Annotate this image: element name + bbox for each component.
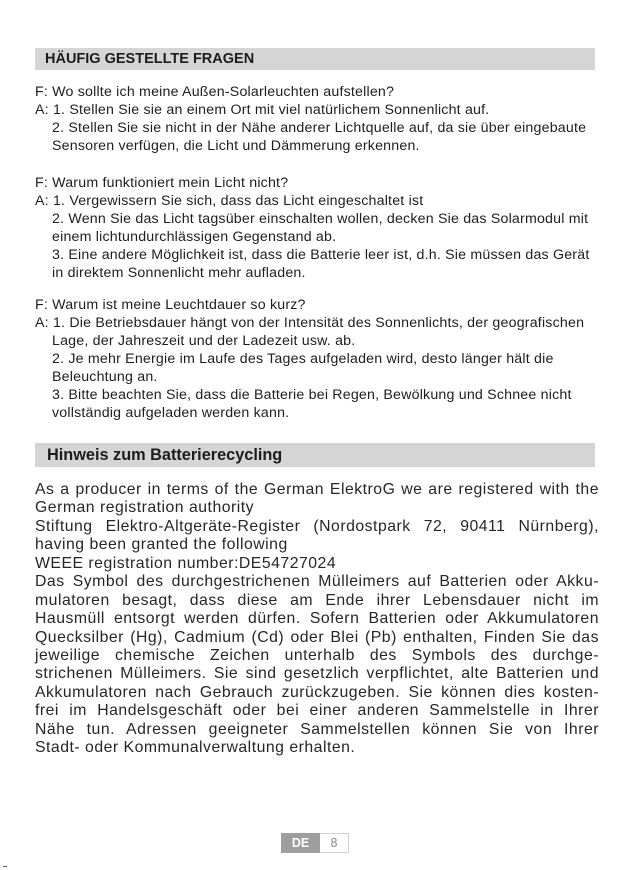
faq-answer-line: A: 1. Stellen Sie sie an einem Ort mit viel natürlichem Sonnenlicht auf. [35, 102, 490, 118]
paragraph-line: Hausmüll entsorgt werden dürfen. Sofern Batterien oder Akkumulatoren [35, 610, 599, 628]
faq-answer-line: Sensoren verfügen, die Licht und Dämmerung erkennen. [52, 138, 420, 154]
page-number: 8 [320, 833, 349, 853]
faq-answer-line: vollständig aufgeladen werden kann. [52, 405, 290, 421]
crop-mark [3, 866, 7, 867]
paragraph-line: strichenen Mülleimers. Sie sind gesetzlich verpflichtet, alte Batterien und [35, 665, 599, 683]
faq-question: F: Warum ist meine Leuchtdauer so kurz? [35, 297, 306, 313]
faq-answer-line: 2. Wenn Sie das Licht tagsüber einschalten wollen, decken Sie das Solarmodul mit [52, 211, 589, 227]
faq-answer-line: 3. Eine andere Möglichkeit ist, dass die Batterie leer ist, d.h. Sie müssen das Gerät [52, 247, 590, 263]
recycling-paragraph [35, 481, 599, 758]
faq-answer-line: in direktem Sonnenlicht mehr aufladen. [52, 265, 306, 281]
faq-answer-line: Beleuchtung an. [52, 369, 158, 385]
weee-registration-line: WEEE registration number:DE54727024 [35, 554, 337, 572]
recycling-section-header [35, 443, 595, 467]
faq-question: F: Wo sollte ich meine Außen-Solarleuchten aufstellen? [35, 84, 395, 100]
faq-answer-line: 2. Je mehr Energie im Laufe des Tages aufgeladen wird, desto länger hält die [52, 351, 554, 367]
paragraph-line: jeweilige chemische Zeichen unterhalb des Symbols des durchge- [35, 646, 599, 664]
paragraph-line: Stiftung Elektro-Altgeräte-Register (Nordostpark 72, 90411 Nürnberg), [35, 517, 599, 535]
faq-heading: HÄUFIG GESTELLTE FRAGEN [45, 51, 255, 67]
paragraph-line: German registration authority [35, 499, 255, 517]
paragraph-line: Nähe tun. Adressen geeigneter Sammelstellen können Sie von Ihrer [35, 720, 599, 738]
faq-answer-line: A: 1. Die Betriebsdauer hängt von der Intensität des Sonnenlichts, der geografischen [35, 315, 585, 331]
paragraph-line: Stadt- oder Kommunalverwaltung erhalten. [35, 739, 356, 757]
faq-question: F: Warum funktioniert mein Licht nicht? [35, 175, 289, 191]
faq-answer-line: Lage, der Jahreszeit und der Ladezeit usw. ab. [52, 333, 356, 349]
paragraph-line: Akkumulatoren nach Gebrauch zurückzugeben. Sie können dies kosten- [35, 683, 599, 701]
faq-answer-line: 2. Stellen Sie sie nicht in der Nähe anderer Lichtquelle auf, da sie über eingebaute [52, 120, 587, 136]
faq-item [35, 83, 605, 155]
paragraph-line: As a producer in terms of the German ElektroG we are registered with the [35, 481, 599, 498]
paragraph-line: mulatoren besagt, dass diese am Ende ihrer Lebensdauer nicht im [35, 591, 599, 609]
faq-section-header [35, 48, 595, 70]
recycling-heading: Hinweis zum Batterierecycling [47, 446, 283, 464]
faq-answer-line: A: 1. Vergewissern Sie sich, dass das Licht eingeschaltet ist [35, 193, 424, 209]
faq-answer-line: 3. Bitte beachten Sie, dass die Batterie bei Regen, Bewölkung und Schnee nicht [52, 387, 572, 403]
paragraph-line: Quecksilber (Hg), Cadmium (Cd) oder Blei (Pb) enthalten, Finden Sie das [35, 628, 599, 646]
faq-item [35, 296, 605, 422]
paragraph-line: frei im Handelsgeschäft oder bei einer anderen Sammelstelle in Ihrer [35, 702, 599, 720]
faq-item [35, 174, 605, 282]
language-badge: DE [281, 833, 320, 853]
faq-answer-line: einem lichtundurchlässigen Gegenstand ab. [52, 229, 337, 245]
paragraph-line: having been granted the following [35, 536, 288, 554]
paragraph-line: Das Symbol des durchgestrichenen Mülleimers auf Batterien oder Akku- [35, 573, 599, 591]
